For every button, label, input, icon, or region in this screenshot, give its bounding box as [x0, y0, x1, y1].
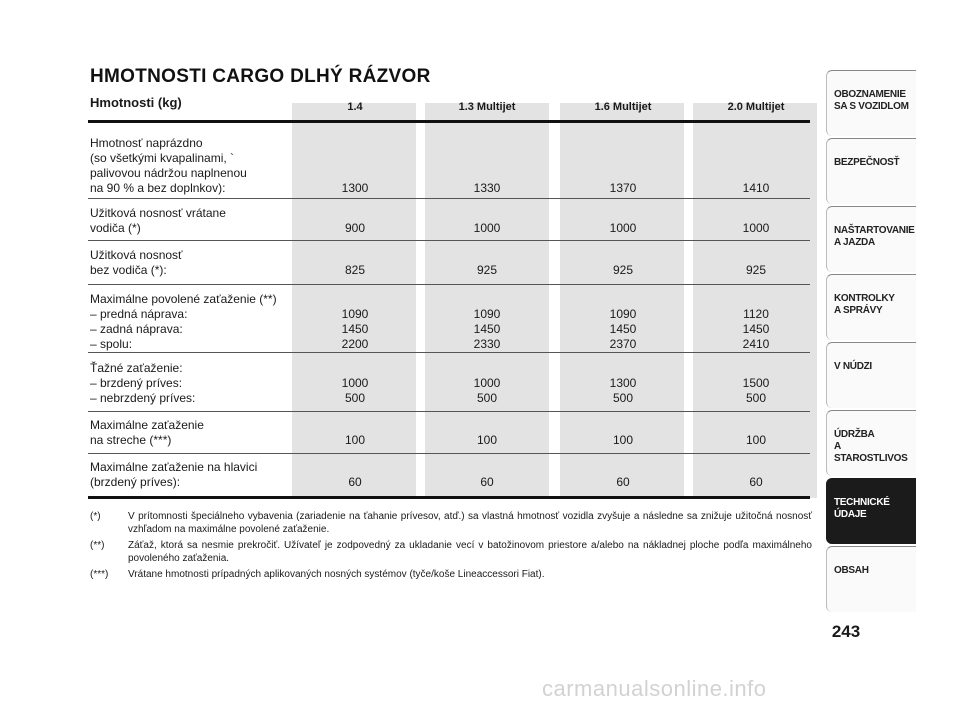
table-cell: 1000	[473, 221, 501, 235]
table-cell: 1090 1450 2370	[609, 307, 637, 351]
table-cell: 925	[612, 263, 634, 277]
footnote	[90, 510, 812, 536]
table-border	[88, 120, 810, 123]
footnote	[90, 568, 812, 581]
row-divider	[88, 240, 810, 241]
table-cell: 1000	[742, 221, 770, 235]
nav-tab[interactable]: BEZPEČNOSŤ	[826, 138, 916, 204]
column-header: 1.3 Multijet	[458, 101, 516, 113]
nav-tab[interactable]: OBOZNAMENIE SA S VOZIDLOM	[826, 70, 916, 136]
table-cell: 60	[616, 475, 630, 489]
table-cell: 1090 1450 2200	[341, 307, 369, 351]
table-cell: 1410	[742, 181, 770, 195]
table-cell: 60	[480, 475, 494, 489]
table-cell: 1120 1450 2410	[742, 307, 770, 351]
table-cell: 100	[344, 433, 366, 447]
row-label: Užitková nosnosť vrátane vodiča (*)	[90, 206, 226, 235]
page-title: HMOTNOSTI CARGO DLHÝ RÁZVOR	[90, 66, 431, 87]
table-cell: 1370	[609, 181, 637, 195]
table-cell: 1000 500	[341, 376, 369, 405]
table-cell: 900	[344, 221, 366, 235]
column-header: 1.6 Multijet	[594, 101, 652, 113]
row-label: Maximálne zaťaženie na streche (***)	[90, 418, 204, 447]
table-cell: 825	[344, 263, 366, 277]
nav-tab[interactable]: TECHNICKÉ ÚDAJE	[826, 478, 916, 544]
footnote	[90, 539, 812, 565]
row-label: Užitková nosnosť bez vodiča (*):	[90, 248, 183, 277]
row-label: Ťažné zaťaženie: – brzdený príves: – nebrzdený príves:	[90, 361, 196, 405]
table-cell: 1330	[473, 181, 501, 195]
table-cell: 100	[745, 433, 767, 447]
nav-tab[interactable]: V NÚDZI	[826, 342, 916, 408]
footnote-text: V prítomnosti špeciálneho vybavenia (zariadenie na ťahanie prívesov, atď.) sa vlastná hmotnosť vozidla zvyšuje a následne sa znižuje užitočná nosnosť vzhľadom na maximálne povolené zaťaženie.	[128, 511, 812, 535]
nav-tab[interactable]: KONTROLKY A SPRÁVY	[826, 274, 916, 340]
nav-tab[interactable]: NAŠTARTOVANIE A JAZDA	[826, 206, 916, 272]
row-divider	[88, 411, 810, 412]
footnote-mark: (**)	[90, 540, 105, 551]
table-cell: 1000 500	[473, 376, 501, 405]
column-header: 2.0 Multijet	[727, 101, 785, 113]
column-header: 1.4	[347, 101, 363, 113]
footnote-text: Záťaž, ktorá sa nesmie prekročiť. Užívateľ je zodpovedný za ukladanie vecí v batožinovom priestore a/alebo na nákladnej ploche podľa maximálneho povoleného zaťaženia.	[128, 540, 812, 564]
table-cell: 60	[348, 475, 362, 489]
table-cell: 925	[476, 263, 498, 277]
chapter-nav	[826, 70, 916, 614]
nav-tab[interactable]: ÚDRŽBA A STAROSTLIVOS	[826, 410, 916, 476]
table-cell: 1500 500	[742, 376, 770, 405]
table-border	[88, 496, 810, 499]
table-cell: 1300	[341, 181, 369, 195]
table-cell: 60	[749, 475, 763, 489]
footnote-text: Vrátane hmotnosti prípadných aplikovaných nosných systémov (tyče/koše Lineaccessori Fiat).	[128, 569, 545, 580]
row-label: Maximálne povolené zaťaženie (**) – predná náprava: – zadná náprava: – spolu:	[90, 292, 277, 351]
row-divider	[88, 198, 810, 199]
table-cell: 100	[476, 433, 498, 447]
row-label: Hmotnosť naprázdno (so všetkými kvapalinami, ` palivovou nádržou naplnenou na 90 % a bez doplnkov):	[90, 136, 247, 195]
nav-tab[interactable]: OBSAH	[826, 546, 916, 612]
table-cell: 1300 500	[609, 376, 637, 405]
table-cell: 100	[612, 433, 634, 447]
row-label: Maximálne zaťaženie na hlavici (brzdený príves):	[90, 460, 258, 489]
footnote-mark: (*)	[90, 511, 101, 522]
watermark: carmanualsonline.info	[542, 676, 767, 701]
page-number: 243	[831, 622, 861, 641]
table-cell: 1000	[609, 221, 637, 235]
row-divider	[88, 453, 810, 454]
row-divider	[88, 352, 810, 353]
table-cell: 925	[745, 263, 767, 277]
table-cell: 1090 1450 2330	[473, 307, 501, 351]
row-divider	[88, 284, 810, 285]
footnotes	[90, 510, 812, 584]
table-header-label: Hmotnosti (kg)	[90, 95, 182, 110]
footnote-mark: (***)	[90, 569, 109, 580]
